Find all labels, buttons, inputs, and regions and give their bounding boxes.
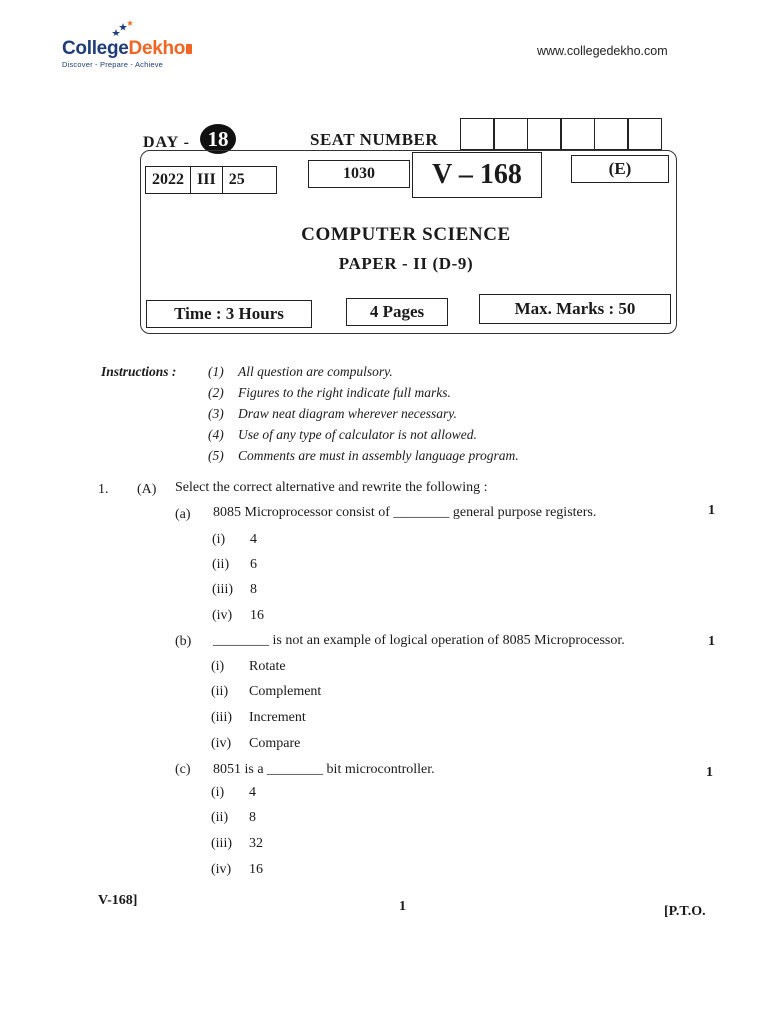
subquestion-marks: 1: [708, 634, 715, 649]
option-text: 8: [250, 582, 257, 597]
brand-name-part2: Dekho: [128, 38, 186, 59]
option-item: [212, 582, 257, 598]
instruction-item: [208, 403, 519, 424]
option-text: 16: [250, 608, 264, 623]
option-item: [211, 810, 256, 826]
option-text: 4: [249, 785, 256, 800]
instruction-text: All question are compulsory.: [238, 364, 393, 379]
option-number: (i): [211, 785, 225, 800]
option-item: [211, 710, 306, 726]
instruction-item: [208, 445, 519, 466]
question-part: (A): [137, 482, 157, 497]
option-item: [212, 557, 257, 573]
instruction-number: (4): [208, 427, 224, 442]
option-number: (i): [211, 659, 225, 674]
subquestion-marks: 1: [706, 765, 713, 780]
exam-date: 25: [228, 171, 245, 188]
page-number: 1: [399, 899, 406, 914]
option-number: (ii): [211, 810, 229, 825]
option-number: (i): [212, 532, 226, 547]
max-marks: Max. Marks : 50: [479, 294, 671, 324]
subquestion-text: 8085 Microprocessor consist of ________ general purpose registers.: [213, 505, 597, 520]
instruction-item: [208, 361, 519, 382]
seat-box: [560, 118, 595, 150]
exam-year: 2022: [146, 167, 191, 193]
brand-logo: [62, 38, 192, 60]
seat-box: [527, 118, 562, 150]
subquestion-label: (c): [175, 762, 191, 777]
option-text: 32: [249, 836, 263, 851]
option-item: [211, 862, 263, 878]
subquestion-label: (b): [175, 634, 192, 649]
question-number: 1.: [98, 482, 109, 497]
seat-number-label: SEAT NUMBER: [310, 130, 439, 149]
question-heading: Select the correct alternative and rewrite the following :: [175, 480, 488, 495]
option-number: (ii): [212, 557, 230, 572]
option-item: [212, 532, 257, 548]
exam-month: III: [191, 167, 223, 193]
option-text: 6: [250, 557, 257, 572]
subquestion-label: (a): [175, 507, 191, 522]
option-text: 16: [249, 862, 263, 877]
subquestion-text: 8051 is a ________ bit microcontroller.: [213, 762, 435, 777]
instruction-number: (5): [208, 448, 224, 463]
option-text: Increment: [249, 710, 306, 725]
option-item: [211, 684, 321, 700]
option-item: [212, 608, 264, 624]
option-text: Complement: [249, 684, 322, 699]
seat-box: [594, 118, 629, 150]
subquestion-marks: 1: [708, 503, 715, 518]
exam-date-box: [145, 166, 277, 194]
option-item: [211, 736, 300, 752]
day-label: DAY -: [143, 134, 190, 151]
instruction-text: Comments are must in assembly language program.: [238, 448, 519, 463]
medium-label: (E): [571, 155, 669, 183]
subject-title: COMPUTER SCIENCE: [301, 224, 511, 245]
day-number-badge: 18: [200, 124, 236, 154]
option-item: [211, 785, 256, 801]
instruction-number: (1): [208, 364, 224, 379]
seat-box: [493, 118, 528, 150]
option-item: [211, 836, 263, 852]
exam-time-code: 1030: [308, 160, 410, 188]
instruction-text: Figures to the right indicate full marks.: [238, 385, 451, 400]
option-number: (ii): [211, 684, 229, 699]
paper-code: V – 168: [412, 152, 542, 198]
instruction-item: [208, 424, 519, 445]
website-url: www.collegedekho.com: [537, 44, 668, 58]
seat-box: [627, 118, 662, 150]
exam-duration: Time : 3 Hours: [146, 300, 312, 328]
logo-badge-icon: [186, 44, 192, 54]
option-number: (iv): [212, 608, 233, 623]
footer-paper-code: V-168]: [98, 893, 138, 908]
instruction-number: (2): [208, 385, 224, 400]
option-text: Compare: [249, 736, 301, 751]
instruction-item: [208, 382, 519, 403]
option-text: 8: [249, 810, 256, 825]
please-turn-over: [P.T.O.: [664, 904, 706, 919]
option-text: Rotate: [249, 659, 286, 674]
seat-box: [460, 118, 495, 150]
option-text: 4: [250, 532, 257, 547]
instructions-list: [208, 361, 519, 466]
option-number: (iv): [211, 862, 232, 877]
option-number: (iv): [211, 736, 232, 751]
instruction-number: (3): [208, 406, 224, 421]
brand-tagline: Discover - Prepare - Achieve: [62, 60, 164, 69]
page-count: 4 Pages: [346, 298, 448, 326]
seat-number-boxes: [461, 118, 662, 150]
paper-title: PAPER - II (D-9): [338, 254, 474, 273]
option-number: (iii): [211, 710, 232, 725]
subquestion-text: ________ is not an example of logical operation of 8085 Microprocessor.: [213, 633, 625, 648]
instruction-text: Draw neat diagram wherever necessary.: [238, 406, 457, 421]
option-number: (iii): [212, 582, 233, 597]
brand-name-part1: College: [62, 38, 129, 59]
instruction-text: Use of any type of calculator is not allowed.: [238, 427, 477, 442]
instructions-label: Instructions :: [101, 364, 177, 379]
option-number: (iii): [211, 836, 232, 851]
option-item: [211, 659, 286, 675]
